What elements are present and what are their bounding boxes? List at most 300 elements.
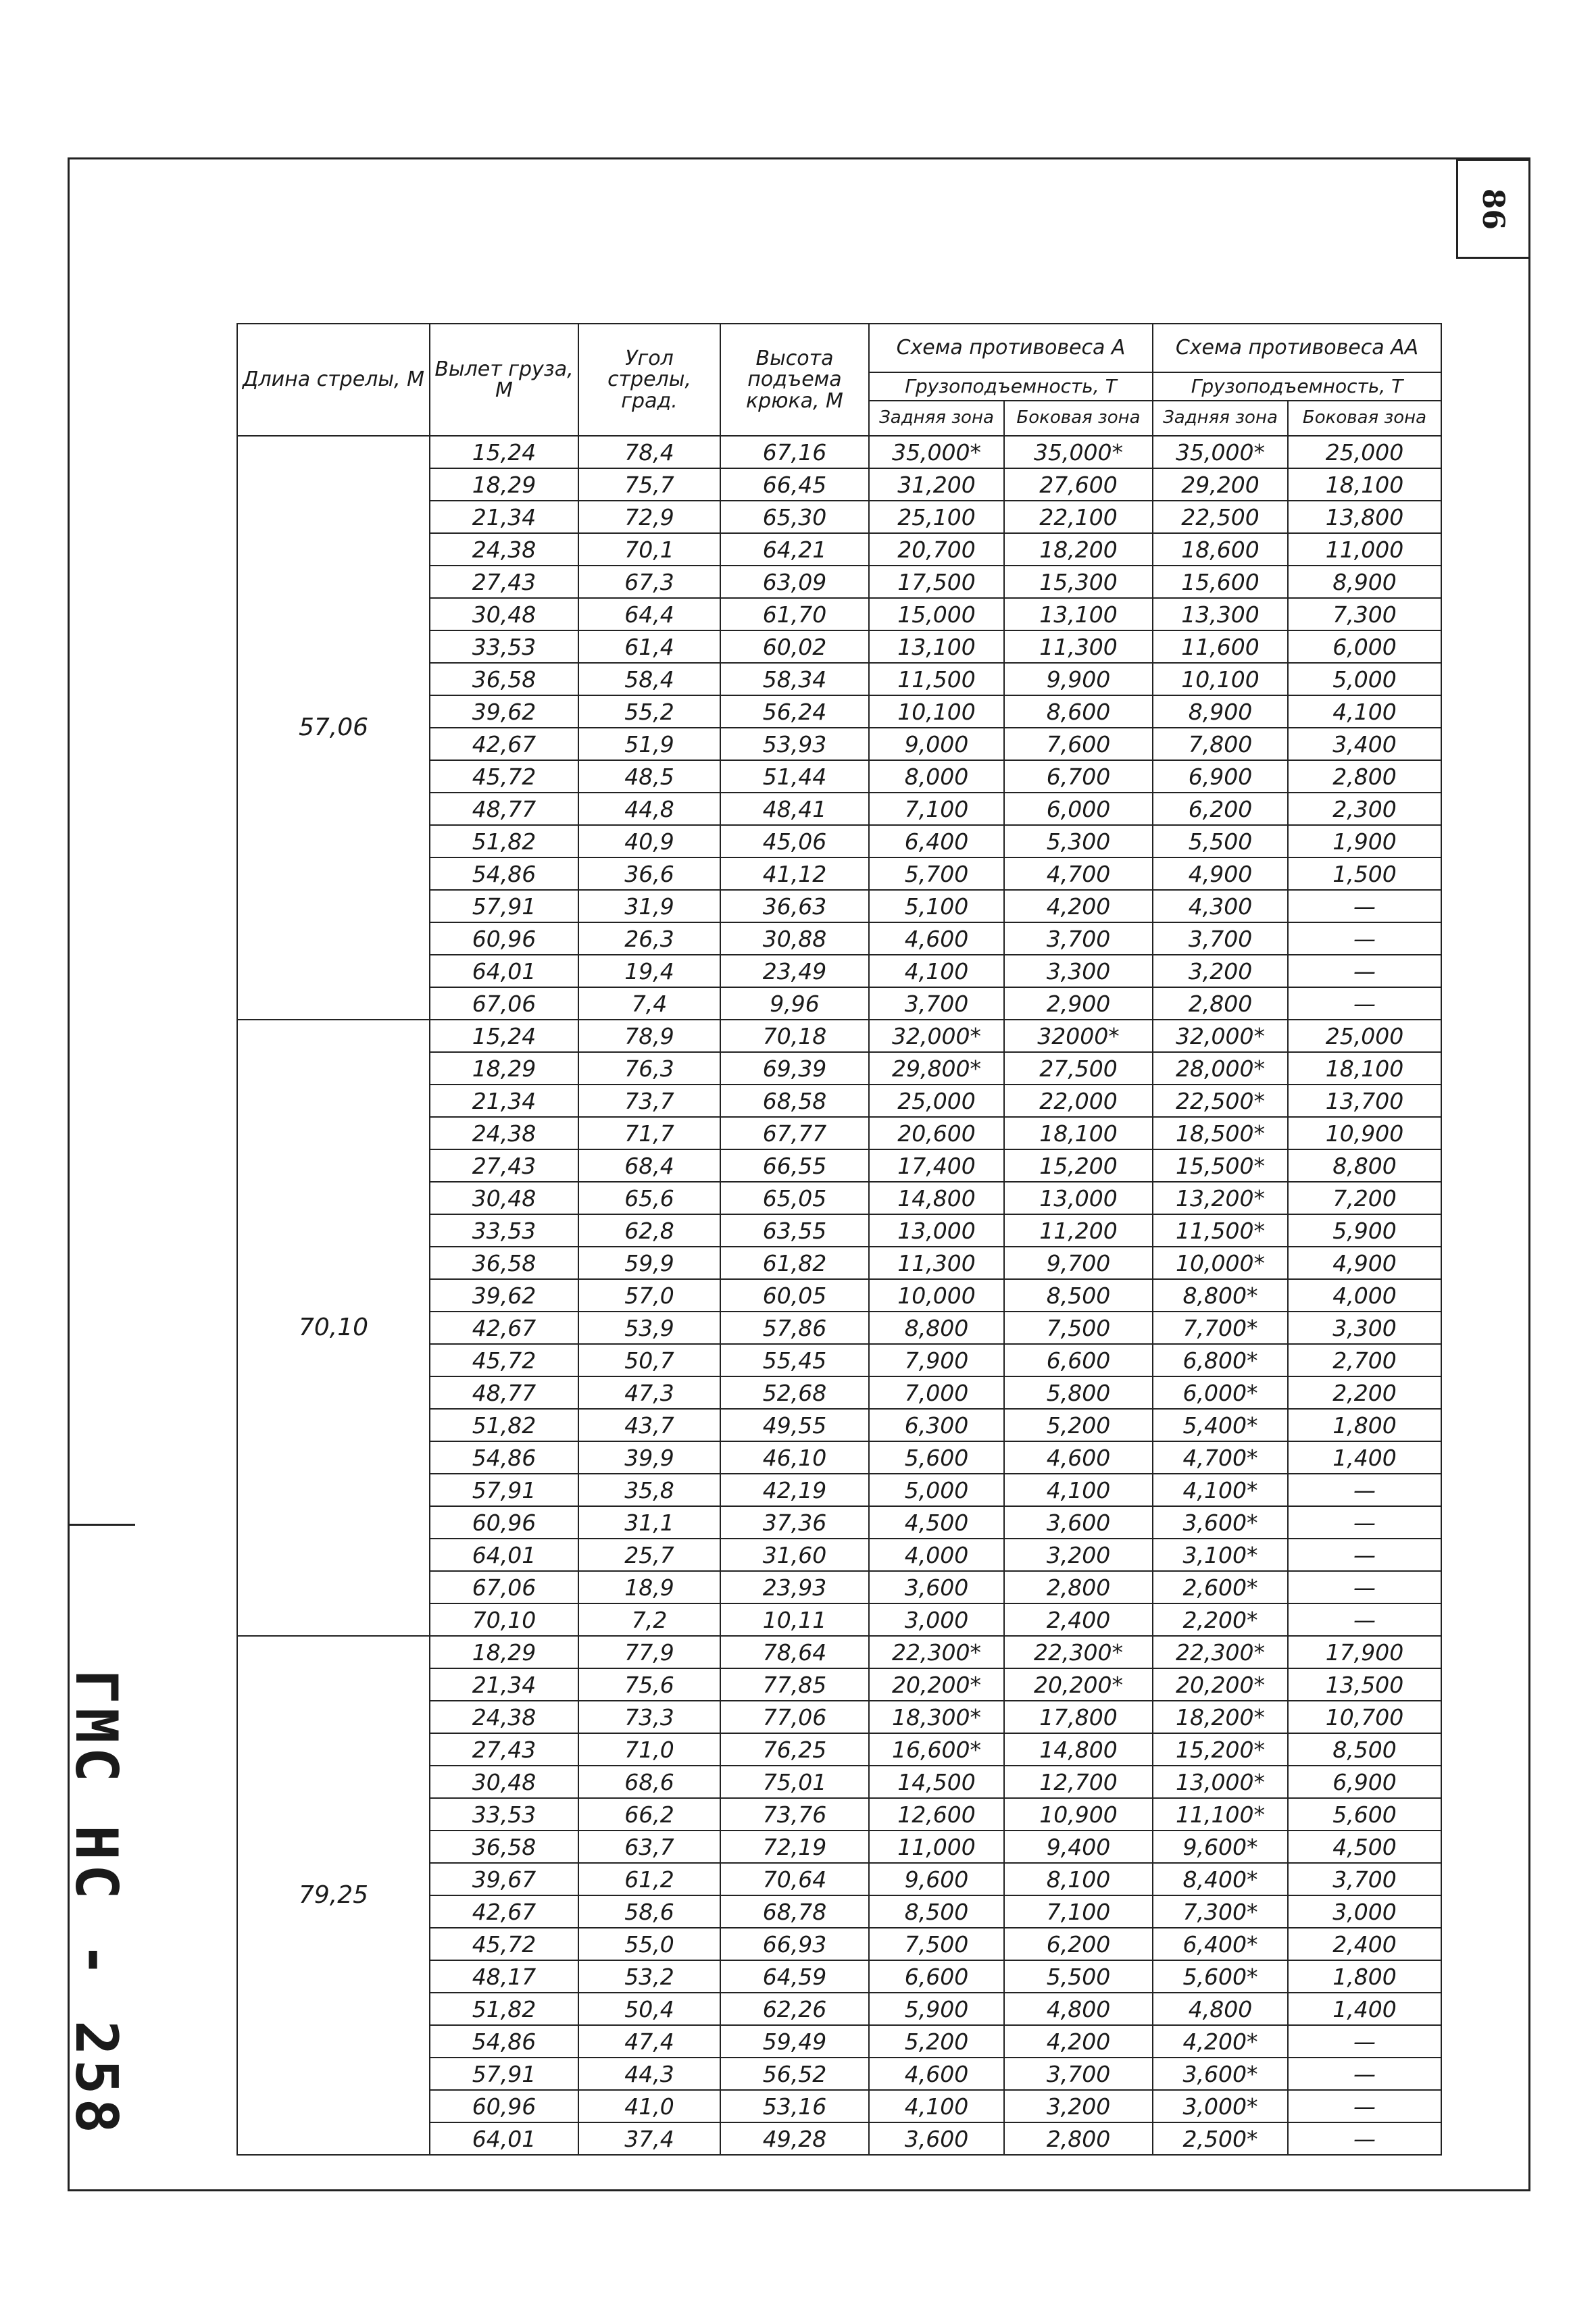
angle-cell: 26,3	[578, 922, 720, 955]
hook-height-cell: 69,39	[720, 1052, 869, 1085]
hook-height-cell: 52,68	[720, 1376, 869, 1409]
hook-height-cell: 63,55	[720, 1214, 869, 1247]
reach-cell: 33,53	[430, 630, 578, 663]
rear-zone-aa-cell: 18,500*	[1153, 1117, 1288, 1149]
rear-zone-aa-cell: 3,000*	[1153, 2090, 1288, 2122]
hook-height-cell: 68,78	[720, 1895, 869, 1928]
reach-cell: 48,17	[430, 1960, 578, 1993]
hook-height-cell: 78,64	[720, 1636, 869, 1668]
side-zone-aa-cell: 13,700	[1288, 1085, 1441, 1117]
rear-zone-a-cell: 14,800	[869, 1182, 1004, 1214]
angle-cell: 7,2	[578, 1603, 720, 1636]
rear-zone-a-cell: 8,000	[869, 760, 1004, 793]
side-zone-a-cell: 3,600	[1004, 1506, 1153, 1539]
side-zone-aa-cell: 13,800	[1288, 501, 1441, 533]
side-zone-aa-cell: 5,600	[1288, 1798, 1441, 1831]
side-zone-aa-cell: 25,000	[1288, 436, 1441, 468]
angle-cell: 75,6	[578, 1668, 720, 1701]
angle-cell: 25,7	[578, 1539, 720, 1571]
reach-cell: 21,34	[430, 501, 578, 533]
rear-zone-aa-cell: 6,400*	[1153, 1928, 1288, 1960]
hook-height-cell: 65,30	[720, 501, 869, 533]
rear-zone-aa-cell: 5,500	[1153, 825, 1288, 857]
stamp-divider-line	[68, 1524, 135, 1526]
angle-cell: 76,3	[578, 1052, 720, 1085]
rear-zone-a-cell: 3,700	[869, 987, 1004, 1020]
header-boom-length: Длина стрелы, М	[237, 324, 430, 436]
side-zone-a-cell: 18,100	[1004, 1117, 1153, 1149]
side-zone-aa-cell: 2,400	[1288, 1928, 1441, 1960]
hook-height-cell: 48,41	[720, 793, 869, 825]
angle-cell: 67,3	[578, 566, 720, 598]
angle-cell: 71,7	[578, 1117, 720, 1149]
reach-cell: 39,62	[430, 695, 578, 728]
side-zone-aa-cell: 4,000	[1288, 1279, 1441, 1312]
rear-zone-a-cell: 8,800	[869, 1312, 1004, 1344]
reach-cell: 27,43	[430, 566, 578, 598]
reach-cell: 57,91	[430, 2058, 578, 2090]
side-zone-aa-cell: 4,500	[1288, 1831, 1441, 1863]
reach-cell: 70,10	[430, 1603, 578, 1636]
rear-zone-aa-cell: 4,800	[1153, 1993, 1288, 2025]
reach-cell: 18,29	[430, 468, 578, 501]
rear-zone-a-cell: 5,000	[869, 1474, 1004, 1506]
crane-capacity-table	[236, 323, 1442, 2156]
side-zone-a-cell: 8,100	[1004, 1863, 1153, 1895]
table-row	[237, 436, 1441, 468]
side-zone-aa-cell: —	[1288, 1506, 1441, 1539]
side-zone-a-cell: 7,600	[1004, 728, 1153, 760]
side-zone-aa-cell: —	[1288, 1539, 1441, 1571]
reach-cell: 54,86	[430, 1441, 578, 1474]
rear-zone-aa-cell: 22,500	[1153, 501, 1288, 533]
rear-zone-a-cell: 4,100	[869, 955, 1004, 987]
side-zone-a-cell: 2,800	[1004, 1571, 1153, 1603]
boom-length-cell: 57,06	[237, 436, 430, 1020]
side-zone-aa-cell: 3,700	[1288, 1863, 1441, 1895]
side-zone-a-cell: 3,700	[1004, 2058, 1153, 2090]
hook-height-cell: 65,05	[720, 1182, 869, 1214]
side-zone-a-cell: 4,200	[1004, 2025, 1153, 2058]
angle-cell: 63,7	[578, 1831, 720, 1863]
angle-cell: 48,5	[578, 760, 720, 793]
side-zone-aa-cell: 11,000	[1288, 533, 1441, 566]
side-zone-aa-cell: —	[1288, 955, 1441, 987]
angle-cell: 75,7	[578, 468, 720, 501]
side-zone-aa-cell: —	[1288, 2025, 1441, 2058]
rear-zone-aa-cell: 8,900	[1153, 695, 1288, 728]
rear-zone-aa-cell: 4,100*	[1153, 1474, 1288, 1506]
rear-zone-a-cell: 3,600	[869, 1571, 1004, 1603]
angle-cell: 31,9	[578, 890, 720, 922]
hook-height-cell: 61,82	[720, 1247, 869, 1279]
rear-zone-a-cell: 5,100	[869, 890, 1004, 922]
angle-cell: 73,7	[578, 1085, 720, 1117]
side-zone-aa-cell: 4,100	[1288, 695, 1441, 728]
rear-zone-a-cell: 3,000	[869, 1603, 1004, 1636]
side-zone-aa-cell: 6,900	[1288, 1766, 1441, 1798]
side-zone-a-cell: 15,300	[1004, 566, 1153, 598]
page-number: 86	[1476, 188, 1511, 230]
header-reach: Вылет груза, М	[430, 324, 578, 436]
side-zone-a-cell: 9,700	[1004, 1247, 1153, 1279]
rear-zone-a-cell: 20,700	[869, 533, 1004, 566]
hook-height-cell: 59,49	[720, 2025, 869, 2058]
reach-cell: 42,67	[430, 1895, 578, 1928]
rear-zone-a-cell: 7,100	[869, 793, 1004, 825]
hook-height-cell: 62,26	[720, 1993, 869, 2025]
reach-cell: 36,58	[430, 1831, 578, 1863]
reach-cell: 67,06	[430, 987, 578, 1020]
hook-height-cell: 77,06	[720, 1701, 869, 1733]
hook-height-cell: 77,85	[720, 1668, 869, 1701]
angle-cell: 61,2	[578, 1863, 720, 1895]
side-zone-a-cell: 8,600	[1004, 695, 1153, 728]
reach-cell: 45,72	[430, 760, 578, 793]
frame-bottom-line	[68, 2189, 1530, 2191]
angle-cell: 31,1	[578, 1506, 720, 1539]
side-zone-a-cell: 5,300	[1004, 825, 1153, 857]
side-zone-aa-cell: —	[1288, 2058, 1441, 2090]
side-zone-a-cell: 8,500	[1004, 1279, 1153, 1312]
document-code: ГМС НС - 258	[62, 1669, 130, 2138]
side-zone-a-cell: 20,200*	[1004, 1668, 1153, 1701]
reach-cell: 67,06	[430, 1571, 578, 1603]
reach-cell: 27,43	[430, 1149, 578, 1182]
side-zone-aa-cell: —	[1288, 1571, 1441, 1603]
side-zone-a-cell: 9,900	[1004, 663, 1153, 695]
reach-cell: 24,38	[430, 533, 578, 566]
rear-zone-aa-cell: 10,100	[1153, 663, 1288, 695]
rear-zone-a-cell: 11,000	[869, 1831, 1004, 1863]
rear-zone-a-cell: 6,600	[869, 1960, 1004, 1993]
side-zone-a-cell: 22,100	[1004, 501, 1153, 533]
rear-zone-a-cell: 11,500	[869, 663, 1004, 695]
side-zone-a-cell: 3,700	[1004, 922, 1153, 955]
side-zone-aa-cell: —	[1288, 2122, 1441, 2155]
rear-zone-aa-cell: 32,000*	[1153, 1020, 1288, 1052]
hook-height-cell: 64,59	[720, 1960, 869, 1993]
reach-cell: 36,58	[430, 663, 578, 695]
rear-zone-aa-cell: 4,700*	[1153, 1441, 1288, 1474]
rear-zone-a-cell: 17,400	[869, 1149, 1004, 1182]
rear-zone-a-cell: 4,000	[869, 1539, 1004, 1571]
rear-zone-a-cell: 29,800*	[869, 1052, 1004, 1085]
rear-zone-a-cell: 6,400	[869, 825, 1004, 857]
angle-cell: 40,9	[578, 825, 720, 857]
hook-height-cell: 55,45	[720, 1344, 869, 1376]
rear-zone-aa-cell: 2,500*	[1153, 2122, 1288, 2155]
side-zone-a-cell: 22,000	[1004, 1085, 1153, 1117]
reach-cell: 24,38	[430, 1701, 578, 1733]
side-zone-a-cell: 17,800	[1004, 1701, 1153, 1733]
rear-zone-a-cell: 5,200	[869, 2025, 1004, 2058]
side-zone-aa-cell: 18,100	[1288, 1052, 1441, 1085]
side-zone-a-cell: 7,100	[1004, 1895, 1153, 1928]
side-zone-aa-cell: —	[1288, 1474, 1441, 1506]
reach-cell: 60,96	[430, 2090, 578, 2122]
side-zone-aa-cell: 5,000	[1288, 663, 1441, 695]
reach-cell: 51,82	[430, 1993, 578, 2025]
rear-zone-aa-cell: 15,500*	[1153, 1149, 1288, 1182]
rear-zone-aa-cell: 3,600*	[1153, 2058, 1288, 2090]
rear-zone-a-cell: 8,500	[869, 1895, 1004, 1928]
angle-cell: 65,6	[578, 1182, 720, 1214]
rear-zone-aa-cell: 7,800	[1153, 728, 1288, 760]
reach-cell: 36,58	[430, 1247, 578, 1279]
rear-zone-a-cell: 22,300*	[869, 1636, 1004, 1668]
reach-cell: 45,72	[430, 1928, 578, 1960]
side-zone-aa-cell: 3,000	[1288, 1895, 1441, 1928]
rear-zone-aa-cell: 2,600*	[1153, 1571, 1288, 1603]
side-zone-aa-cell: 7,200	[1288, 1182, 1441, 1214]
reach-cell: 21,34	[430, 1085, 578, 1117]
rear-zone-a-cell: 15,000	[869, 598, 1004, 630]
page-number-box	[1456, 159, 1530, 259]
rear-zone-aa-cell: 6,900	[1153, 760, 1288, 793]
hook-height-cell: 76,25	[720, 1733, 869, 1766]
rear-zone-a-cell: 35,000*	[869, 436, 1004, 468]
rear-zone-a-cell: 16,600*	[869, 1733, 1004, 1766]
rear-zone-aa-cell: 18,600	[1153, 533, 1288, 566]
rear-zone-a-cell: 11,300	[869, 1247, 1004, 1279]
rear-zone-aa-cell: 15,600	[1153, 566, 1288, 598]
rear-zone-aa-cell: 20,200*	[1153, 1668, 1288, 1701]
side-zone-a-cell: 13,000	[1004, 1182, 1153, 1214]
rear-zone-aa-cell: 3,700	[1153, 922, 1288, 955]
side-zone-a-cell: 4,600	[1004, 1441, 1153, 1474]
reach-cell: 39,62	[430, 1279, 578, 1312]
hook-height-cell: 31,60	[720, 1539, 869, 1571]
rear-zone-aa-cell: 18,200*	[1153, 1701, 1288, 1733]
side-zone-a-cell: 5,200	[1004, 1409, 1153, 1441]
side-zone-a-cell: 3,200	[1004, 1539, 1153, 1571]
hook-height-cell: 66,45	[720, 468, 869, 501]
header-rear-zone-a: Задняя зона	[869, 401, 1004, 436]
reach-cell: 57,91	[430, 890, 578, 922]
rear-zone-a-cell: 12,600	[869, 1798, 1004, 1831]
reach-cell: 27,43	[430, 1733, 578, 1766]
rear-zone-a-cell: 4,500	[869, 1506, 1004, 1539]
reach-cell: 48,77	[430, 1376, 578, 1409]
rear-zone-aa-cell: 5,400*	[1153, 1409, 1288, 1441]
side-zone-a-cell: 5,800	[1004, 1376, 1153, 1409]
side-zone-aa-cell: 7,300	[1288, 598, 1441, 630]
rear-zone-a-cell: 10,100	[869, 695, 1004, 728]
reach-cell: 64,01	[430, 2122, 578, 2155]
header-rear-zone-aa: Задняя зона	[1153, 401, 1288, 436]
rear-zone-aa-cell: 11,600	[1153, 630, 1288, 663]
side-zone-a-cell: 3,200	[1004, 2090, 1153, 2122]
rear-zone-aa-cell: 6,800*	[1153, 1344, 1288, 1376]
rear-zone-aa-cell: 6,200	[1153, 793, 1288, 825]
side-zone-a-cell: 12,700	[1004, 1766, 1153, 1798]
rear-zone-aa-cell: 4,200*	[1153, 2025, 1288, 2058]
side-zone-a-cell: 2,400	[1004, 1603, 1153, 1636]
rear-zone-a-cell: 20,600	[869, 1117, 1004, 1149]
hook-height-cell: 41,12	[720, 857, 869, 890]
angle-cell: 43,7	[578, 1409, 720, 1441]
hook-height-cell: 56,52	[720, 2058, 869, 2090]
reach-cell: 60,96	[430, 922, 578, 955]
hook-height-cell: 66,93	[720, 1928, 869, 1960]
hook-height-cell: 53,16	[720, 2090, 869, 2122]
rear-zone-aa-cell: 11,500*	[1153, 1214, 1288, 1247]
angle-cell: 53,9	[578, 1312, 720, 1344]
table-header	[237, 324, 1441, 436]
angle-cell: 51,9	[578, 728, 720, 760]
boom-length-cell: 70,10	[237, 1020, 430, 1636]
rear-zone-aa-cell: 10,000*	[1153, 1247, 1288, 1279]
side-zone-aa-cell: 1,500	[1288, 857, 1441, 890]
angle-cell: 7,4	[578, 987, 720, 1020]
rear-zone-aa-cell: 9,600*	[1153, 1831, 1288, 1863]
side-zone-a-cell: 6,600	[1004, 1344, 1153, 1376]
side-zone-a-cell: 11,300	[1004, 630, 1153, 663]
angle-cell: 72,9	[578, 501, 720, 533]
side-zone-aa-cell: —	[1288, 890, 1441, 922]
rear-zone-aa-cell: 4,900	[1153, 857, 1288, 890]
side-zone-aa-cell: 8,800	[1288, 1149, 1441, 1182]
reach-cell: 24,38	[430, 1117, 578, 1149]
side-zone-a-cell: 32000*	[1004, 1020, 1153, 1052]
side-zone-aa-cell: 8,500	[1288, 1733, 1441, 1766]
angle-cell: 77,9	[578, 1636, 720, 1668]
hook-height-cell: 68,58	[720, 1085, 869, 1117]
side-zone-a-cell: 11,200	[1004, 1214, 1153, 1247]
rear-zone-aa-cell: 28,000*	[1153, 1052, 1288, 1085]
rear-zone-aa-cell: 13,000*	[1153, 1766, 1288, 1798]
reach-cell: 64,01	[430, 1539, 578, 1571]
rear-zone-a-cell: 4,600	[869, 922, 1004, 955]
hook-height-cell: 70,64	[720, 1863, 869, 1895]
side-zone-aa-cell: 1,400	[1288, 1441, 1441, 1474]
angle-cell: 59,9	[578, 1247, 720, 1279]
rear-zone-aa-cell: 6,000*	[1153, 1376, 1288, 1409]
hook-height-cell: 49,55	[720, 1409, 869, 1441]
hook-height-cell: 42,19	[720, 1474, 869, 1506]
angle-cell: 36,6	[578, 857, 720, 890]
side-zone-aa-cell: —	[1288, 2090, 1441, 2122]
hook-height-cell: 10,11	[720, 1603, 869, 1636]
header-side-zone-a: Боковая зона	[1004, 401, 1153, 436]
rear-zone-aa-cell: 11,100*	[1153, 1798, 1288, 1831]
rear-zone-a-cell: 4,600	[869, 2058, 1004, 2090]
hook-height-cell: 60,02	[720, 630, 869, 663]
angle-cell: 58,4	[578, 663, 720, 695]
side-zone-a-cell: 15,200	[1004, 1149, 1153, 1182]
angle-cell: 73,3	[578, 1701, 720, 1733]
rear-zone-aa-cell: 3,600*	[1153, 1506, 1288, 1539]
rear-zone-a-cell: 5,600	[869, 1441, 1004, 1474]
side-zone-aa-cell: 2,200	[1288, 1376, 1441, 1409]
hook-height-cell: 30,88	[720, 922, 869, 955]
side-zone-a-cell: 27,600	[1004, 468, 1153, 501]
rear-zone-a-cell: 5,900	[869, 1993, 1004, 2025]
side-zone-aa-cell: 6,000	[1288, 630, 1441, 663]
side-zone-a-cell: 2,800	[1004, 2122, 1153, 2155]
angle-cell: 44,8	[578, 793, 720, 825]
reach-cell: 30,48	[430, 1766, 578, 1798]
rear-zone-aa-cell: 7,700*	[1153, 1312, 1288, 1344]
side-zone-aa-cell: 8,900	[1288, 566, 1441, 598]
rear-zone-a-cell: 13,100	[869, 630, 1004, 663]
reach-cell: 33,53	[430, 1798, 578, 1831]
boom-length-cell: 79,25	[237, 1636, 430, 2155]
table-row	[237, 1020, 1441, 1052]
side-zone-a-cell: 14,800	[1004, 1733, 1153, 1766]
side-zone-aa-cell: 17,900	[1288, 1636, 1441, 1668]
rear-zone-aa-cell: 2,800	[1153, 987, 1288, 1020]
side-zone-aa-cell: 1,800	[1288, 1960, 1441, 1993]
reach-cell: 30,48	[430, 1182, 578, 1214]
hook-height-cell: 53,93	[720, 728, 869, 760]
header-capacity-aa: Грузоподъемность, Т	[1153, 372, 1441, 401]
side-zone-aa-cell: 5,900	[1288, 1214, 1441, 1247]
rear-zone-a-cell: 18,300*	[869, 1701, 1004, 1733]
header-side-zone-aa: Боковая зона	[1288, 401, 1441, 436]
rear-zone-aa-cell: 8,400*	[1153, 1863, 1288, 1895]
rear-zone-a-cell: 13,000	[869, 1214, 1004, 1247]
angle-cell: 41,0	[578, 2090, 720, 2122]
rear-zone-aa-cell: 29,200	[1153, 468, 1288, 501]
rear-zone-a-cell: 6,300	[869, 1409, 1004, 1441]
rear-zone-aa-cell: 8,800*	[1153, 1279, 1288, 1312]
side-zone-aa-cell: 13,500	[1288, 1668, 1441, 1701]
side-zone-a-cell: 5,500	[1004, 1960, 1153, 1993]
reach-cell: 21,34	[430, 1668, 578, 1701]
rear-zone-aa-cell: 15,200*	[1153, 1733, 1288, 1766]
side-zone-a-cell: 10,900	[1004, 1798, 1153, 1831]
side-zone-a-cell: 2,900	[1004, 987, 1153, 1020]
reach-cell: 15,24	[430, 1020, 578, 1052]
side-zone-a-cell: 3,300	[1004, 955, 1153, 987]
hook-height-cell: 67,16	[720, 436, 869, 468]
reach-cell: 30,48	[430, 598, 578, 630]
table-body	[237, 436, 1441, 2155]
rear-zone-a-cell: 25,000	[869, 1085, 1004, 1117]
hook-height-cell: 23,49	[720, 955, 869, 987]
angle-cell: 57,0	[578, 1279, 720, 1312]
rear-zone-a-cell: 7,900	[869, 1344, 1004, 1376]
hook-height-cell: 60,05	[720, 1279, 869, 1312]
reach-cell: 39,67	[430, 1863, 578, 1895]
rear-zone-aa-cell: 5,600*	[1153, 1960, 1288, 1993]
rear-zone-aa-cell: 35,000*	[1153, 436, 1288, 468]
side-zone-a-cell: 6,000	[1004, 793, 1153, 825]
reach-cell: 18,29	[430, 1052, 578, 1085]
angle-cell: 62,8	[578, 1214, 720, 1247]
rear-zone-aa-cell: 4,300	[1153, 890, 1288, 922]
rear-zone-a-cell: 31,200	[869, 468, 1004, 501]
rear-zone-a-cell: 7,500	[869, 1928, 1004, 1960]
angle-cell: 70,1	[578, 533, 720, 566]
hook-height-cell: 45,06	[720, 825, 869, 857]
angle-cell: 78,9	[578, 1020, 720, 1052]
hook-height-cell: 36,63	[720, 890, 869, 922]
side-zone-aa-cell: 10,700	[1288, 1701, 1441, 1733]
hook-height-cell: 61,70	[720, 598, 869, 630]
rear-zone-aa-cell: 22,500*	[1153, 1085, 1288, 1117]
side-zone-a-cell: 6,700	[1004, 760, 1153, 793]
hook-height-cell: 57,86	[720, 1312, 869, 1344]
rear-zone-a-cell: 7,000	[869, 1376, 1004, 1409]
rear-zone-aa-cell: 22,300*	[1153, 1636, 1288, 1668]
header-angle: Угол стрелы, град.	[578, 324, 720, 436]
side-zone-aa-cell: 10,900	[1288, 1117, 1441, 1149]
angle-cell: 50,4	[578, 1993, 720, 2025]
angle-cell: 55,0	[578, 1928, 720, 1960]
